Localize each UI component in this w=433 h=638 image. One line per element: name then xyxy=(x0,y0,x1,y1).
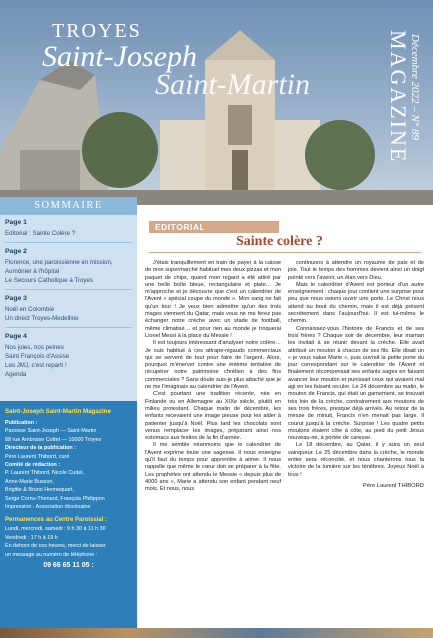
phone-number: 09 66 65 11 05 : xyxy=(43,562,94,570)
sommaire-section xyxy=(0,295,137,323)
info-line: Père Laurent Thibord, curé xyxy=(5,453,70,460)
sommaire-item: Le Secours Catholique à Troyes xyxy=(5,277,94,284)
editorial-paragraph: C'est pourtant une tradition récente, née en Finlande ou en Allemagne au XIXe siècle, plutôt en milieu protestant. Chaque matin de décembre, les enfants recevaient une image pieuse pour les aider à patienter jusqu'à Noël. Plus tard les chocolats sont venus remplacer les images, préparant ainsi nos estomacs aux festins de la fin d'année. xyxy=(145,391,281,442)
masthead-vertical xyxy=(379,30,427,200)
sommaire-section xyxy=(0,333,137,379)
perm-line: En dehors de ces heures, merci de laisser xyxy=(5,543,106,550)
info-lines xyxy=(5,419,132,511)
sommaire-item: Saint François d'Assise xyxy=(5,353,70,360)
sommaire-heading: SOMMAIRE xyxy=(0,197,137,215)
sommaire-item: Les JMJ, c'est reparti ! xyxy=(5,362,67,369)
sommaire-item: Editorial : Sainte Colère ? xyxy=(5,230,76,237)
perm-title: Permanences au Centre Paroissial : xyxy=(5,517,108,524)
info-line: Paroisse Saint-Joseph — Saint-Martin xyxy=(5,428,97,435)
sommaire-section xyxy=(0,248,137,285)
editorial-paragraph: Connaissez-vous l'histoire de Francis et de ses trois frères ? Chaque soir de décembre, leur maman les invitait à se réunir devant la crèche. Elle avait attribué un mouton à chacun de ses fils. Elle disait un « je vous salue Marie », puis ouvrait la petite porte du jour correspondant sur le calendrier de l'Avent et finalement récompensait ses enfants sages en faisant avancer leur mouton et punissait ceux qui avaient mal agi en les faisant reculer. Le 24 décembre au matin, le mouton de Francis, qui était un garnement, se trouvait très loin de la crèche, contrairement aux moutons de ses trois frères, presque déjà arrivés. Au retour de la messe de minuit, Francis n'en menait pas large. Il courut jusqu'à la crèche. Surprise ! Les quatre petits moutons étaient côte à côte, au pied du petit Jésus nouveau-né, à portée de caresse. xyxy=(288,325,424,442)
perm-line: Lundi, mercredi, samedi : 9 h 30 à 11 h 30 xyxy=(5,526,106,533)
sidebar xyxy=(0,197,137,628)
sommaire-section xyxy=(0,219,137,238)
editorial-signature: Père Laurent THIBORD xyxy=(362,482,424,489)
info-line: Impression : Association diocésaine xyxy=(5,504,91,511)
editorial-paragraph: Il est toujours intéressant d'analyser notre colère… Je suis habitué à ces attrape-nigauds commerciaux qui se servent de tout pour faire de l'argent. Alors, pourquoi m'énerver contre une énième tentative de récupérer notre patrimoine chrétien à des fins commerciales ? Sans doute suis-je plus attaché que je ne me l'imaginais au calendrier de l'Avent. xyxy=(145,340,281,391)
editorial-paragraph: continuons à attendre un royaume de paix et de joie. Tout le temps des hommes devient ainsi un doigt pointé vers l'avenir, un élan vers Dieu. xyxy=(288,260,424,281)
issue-line: Décembre 2022 – N° 89 xyxy=(409,34,421,141)
editorial-column-right xyxy=(288,260,424,490)
info-line: Directeur de la publication : xyxy=(5,445,76,452)
masthead-city: TROYES xyxy=(52,20,142,42)
sommaire-item: Noël en Colombie xyxy=(5,306,55,313)
info-line: 88 rue Ambroise Cottet — 10000 Troyes xyxy=(5,436,102,443)
editorial-column-left xyxy=(145,260,281,494)
editorial-paragraph: Il me semble néanmoins que le calendrier de l'Avent exprime toute une sagesse. Il nous enseigne qu'il faut du temps pour apprendre à aimer. Il nous rappelle que même le cœur doit se préparer à la fête. Les prophètes ont attendu le Messie « depuis plus de 4000 ans », Marie a attendu son enfant pendant neuf mois. Et nous, nous xyxy=(145,442,281,493)
sommaire-page-label: Page 1 xyxy=(5,219,27,226)
info-box xyxy=(0,401,137,628)
sommaire-page-label: Page 3 xyxy=(5,295,27,302)
bottom-photo-strip xyxy=(0,628,433,638)
sommaire-item: Nos joies, nos peines xyxy=(5,344,64,351)
sommaire-list xyxy=(0,219,137,379)
sommaire-divider xyxy=(5,327,132,328)
sommaire-item: Florence, une paroissienne en mission, xyxy=(5,259,113,266)
magazine-word: MAGAZINE xyxy=(386,30,411,164)
info-title: Saint-Joseph Saint-Martin Magazine xyxy=(5,408,111,415)
info-line: Serge Cornu-Thenard, François Philippon xyxy=(5,495,105,502)
sommaire-item: Un direct Troyes-Medelline xyxy=(5,315,79,322)
sommaire-item: Aumônier à l'hôpital xyxy=(5,268,60,275)
masthead-parish-1: Saint-Joseph xyxy=(42,40,197,73)
masthead-parish-2: Saint-Martin xyxy=(155,68,310,101)
editorial-tag: EDITORIAL xyxy=(149,221,279,233)
sommaire-item: Agenda xyxy=(5,371,27,378)
editorial-paragraph: Mais le calendrier d'Avent est porteur d'un autre enseignement : chaque jour contient une surprise pour peu que nous osions ouvrir une porte. Le Christ nous attend au bout du chemin, mais il est déjà présent secrètement dans l'aujourd'hui. Il est lui-même le chemin. xyxy=(288,281,424,325)
editorial-paragraph: Le 18 décembre, au Qatar, il y aura un seul vainqueur. Le 25 décembre dans la crèche, le monde entier sera réconcilié, et nous chanterons tous la victoire de la lumière sur les ténèbres. Joyeux Noël à tous ! xyxy=(288,442,424,478)
sommaire-divider xyxy=(5,242,132,243)
masthead-photo xyxy=(0,0,433,205)
info-line: Anne-Marie Busson, xyxy=(5,478,54,485)
editorial-paragraph: J'étais tranquillement en train de payer à la caisse de mon supermarché habituel mes deux pizzas et mon paquet de chips, quand mon regard a été attiré par une belle boîte bleue, rectangulaire et plate… Je m'approche et je découvre que c'est un calendrier de l'Avent « spécial coupe du monde ». Mon sang ne fait qu'un tour ! Je veux bien admettre qu'un des trois mages viennent du Qatar, mais vous ne me ferez pas échanger notre crèche avec un stade de football, même climatisé… et pour rien au monde je troquerai Lionel Messi à la place du Messie ! xyxy=(145,260,281,339)
sommaire-page-label: Page 4 xyxy=(5,333,27,340)
perm-line: Vendredi : 17 h à 19 h xyxy=(5,534,58,541)
info-line: Publication : xyxy=(5,420,38,426)
editorial-rule xyxy=(149,252,421,253)
sommaire-divider xyxy=(5,289,132,290)
sommaire-page-label: Page 2 xyxy=(5,248,27,255)
info-line: Brigitte & Bruno Hennequart, xyxy=(5,487,74,494)
perm-line: un message au numéro de téléphone : xyxy=(5,551,98,558)
editorial-title: Sainte colère ? xyxy=(236,234,323,249)
perm-lines xyxy=(5,525,132,559)
info-line: P. Laurent Thibord, Nicole Cudel, xyxy=(5,470,84,477)
info-line: Comité de rédaction : xyxy=(5,462,61,469)
